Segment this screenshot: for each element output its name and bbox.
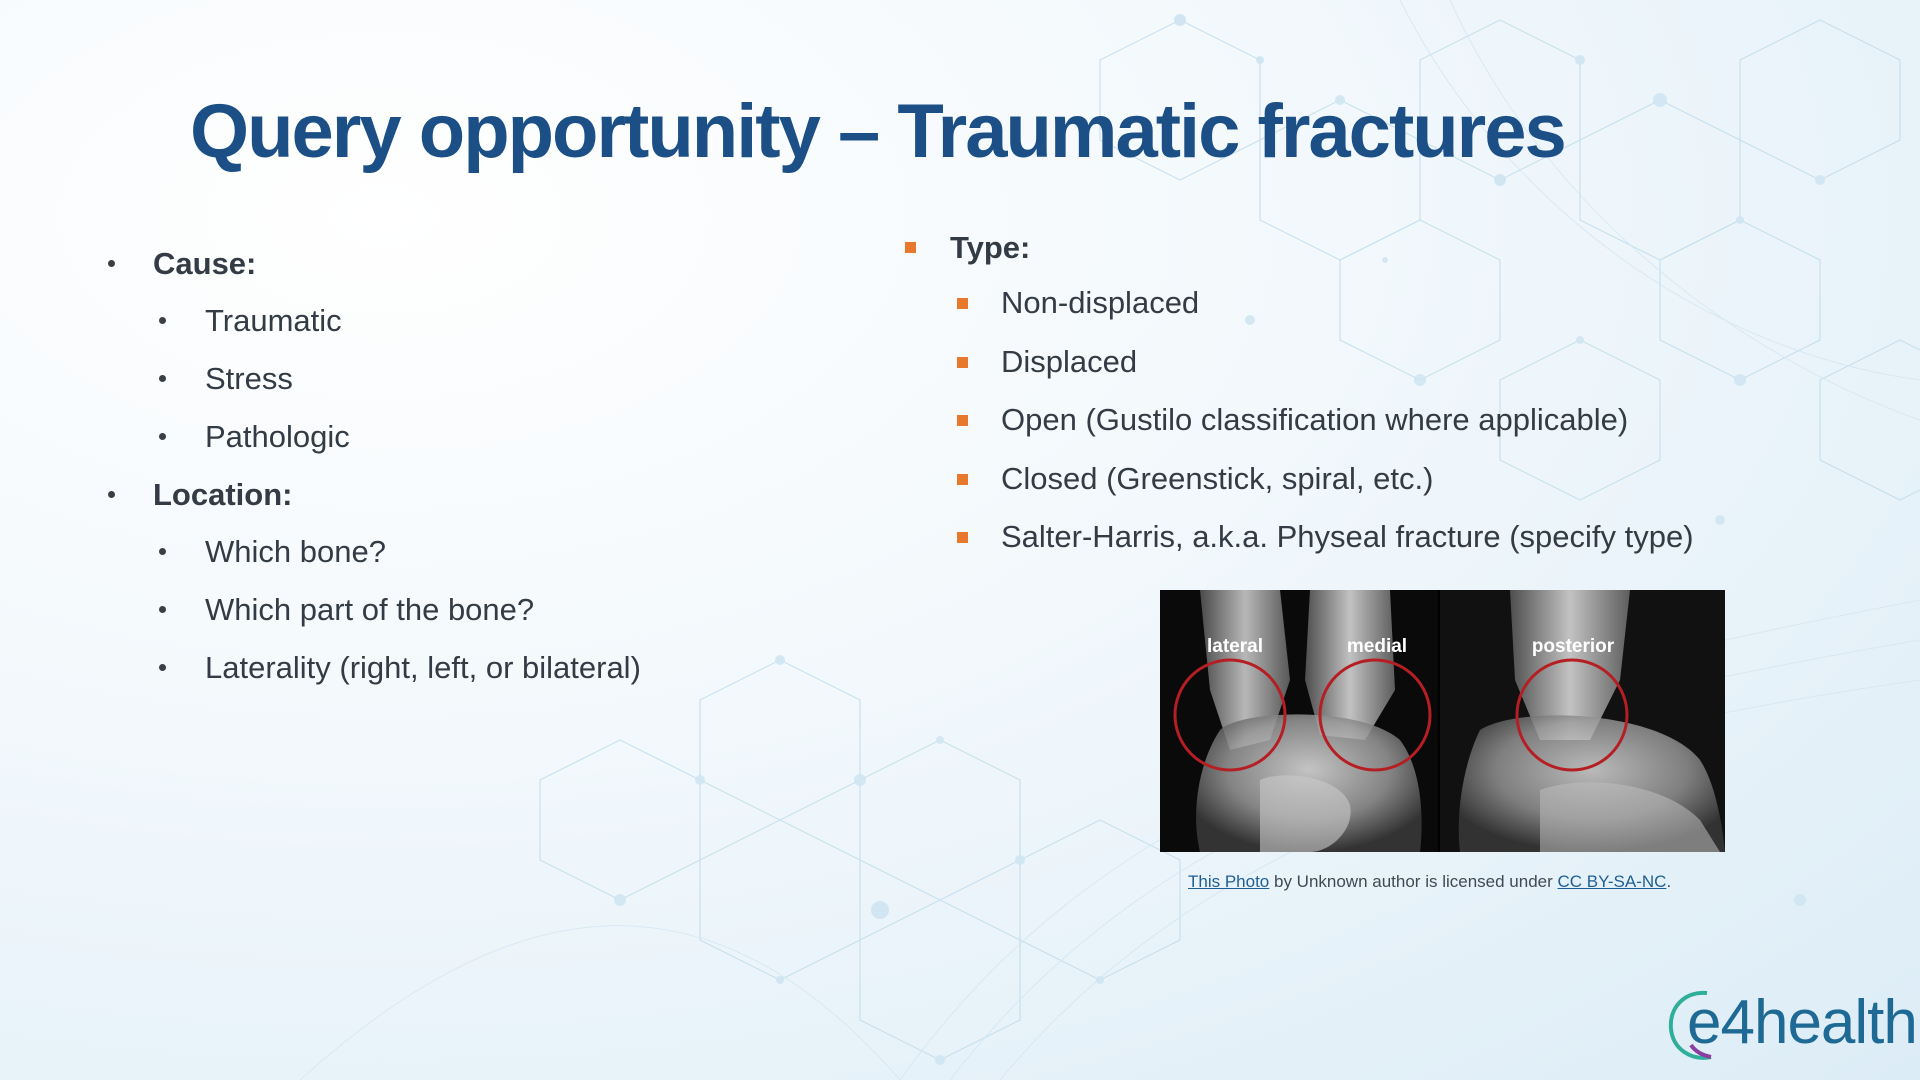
label-posterior: posterior: [1531, 636, 1615, 657]
sub-bullet-text: Which part of the bone?: [205, 592, 535, 627]
sub-bullet-text: Laterality (right, left, or bilateral): [205, 650, 641, 685]
xray-image: [1160, 590, 1725, 852]
bullet-dot: [159, 548, 166, 555]
type-item-text: Closed (Greenstick, spiral, etc.): [1001, 460, 1434, 496]
bullet-heading-cause: Cause:: [153, 246, 257, 281]
square-bullet-icon: [905, 242, 916, 253]
type-item: [900, 508, 1800, 567]
type-item-text: Non-displaced: [1001, 285, 1200, 320]
bullet-dot: [108, 491, 115, 498]
this-photo-link[interactable]: This Photo: [1188, 872, 1270, 891]
image-caption: [1188, 872, 1708, 892]
sub-bullet: [100, 639, 860, 697]
label-lateral: lateral: [1207, 636, 1263, 657]
type-item-text: Salter-Harris, a.k.a. Physeal fracture (specify type): [1001, 519, 1694, 554]
sub-bullet: [100, 523, 860, 581]
square-bullet-icon: [957, 532, 968, 543]
bullet-dot: [159, 375, 166, 382]
bullet-dot: [159, 317, 166, 324]
sub-bullet: [100, 350, 860, 408]
sub-bullet: [100, 292, 860, 350]
square-bullet-icon: [957, 357, 968, 368]
xray-illustration: [1160, 590, 1725, 852]
license-link[interactable]: CC BY-SA-NC: [1557, 872, 1667, 891]
sub-bullet: [100, 581, 860, 639]
right-bullet-list: [900, 222, 1800, 567]
bullet-dot: [159, 664, 166, 671]
bullet-dot: [159, 433, 166, 440]
logo-text: e4health: [1687, 988, 1917, 1057]
bullet-heading-location: Location:: [153, 477, 293, 512]
label-medial: medial: [1346, 636, 1408, 657]
square-bullet-icon: [957, 298, 968, 309]
e4health-logo: [1665, 985, 1917, 1065]
bullet-heading-type: Type:: [950, 230, 1031, 265]
type-item: [900, 333, 1800, 392]
caption-text: by Unknown author is licensed under: [1269, 872, 1558, 891]
sub-bullet-text: Stress: [205, 361, 293, 396]
type-item: [900, 274, 1800, 333]
caption-end: .: [1666, 872, 1672, 891]
square-bullet-icon: [957, 474, 968, 485]
sub-bullet-text: Traumatic: [205, 303, 342, 338]
type-item-text: Open (Gustilo classification where applicable): [1001, 402, 1629, 437]
sub-bullet: [100, 408, 860, 466]
type-item: [900, 450, 1800, 509]
slide-title: Query opportunity – Traumatic fractures: [190, 89, 1565, 174]
square-bullet-icon: [957, 415, 968, 426]
left-bullet-list: [100, 235, 860, 697]
bullet-cause: [100, 235, 860, 292]
sub-bullet-text: Which bone?: [205, 534, 386, 569]
bullet-dot: [108, 260, 115, 267]
sub-bullet-text: Pathologic: [205, 419, 350, 454]
bullet-type: [900, 222, 1800, 274]
bullet-dot: [159, 606, 166, 613]
type-item-text: Displaced: [1001, 343, 1138, 379]
type-item: [900, 391, 1800, 450]
bullet-location: [100, 466, 860, 523]
